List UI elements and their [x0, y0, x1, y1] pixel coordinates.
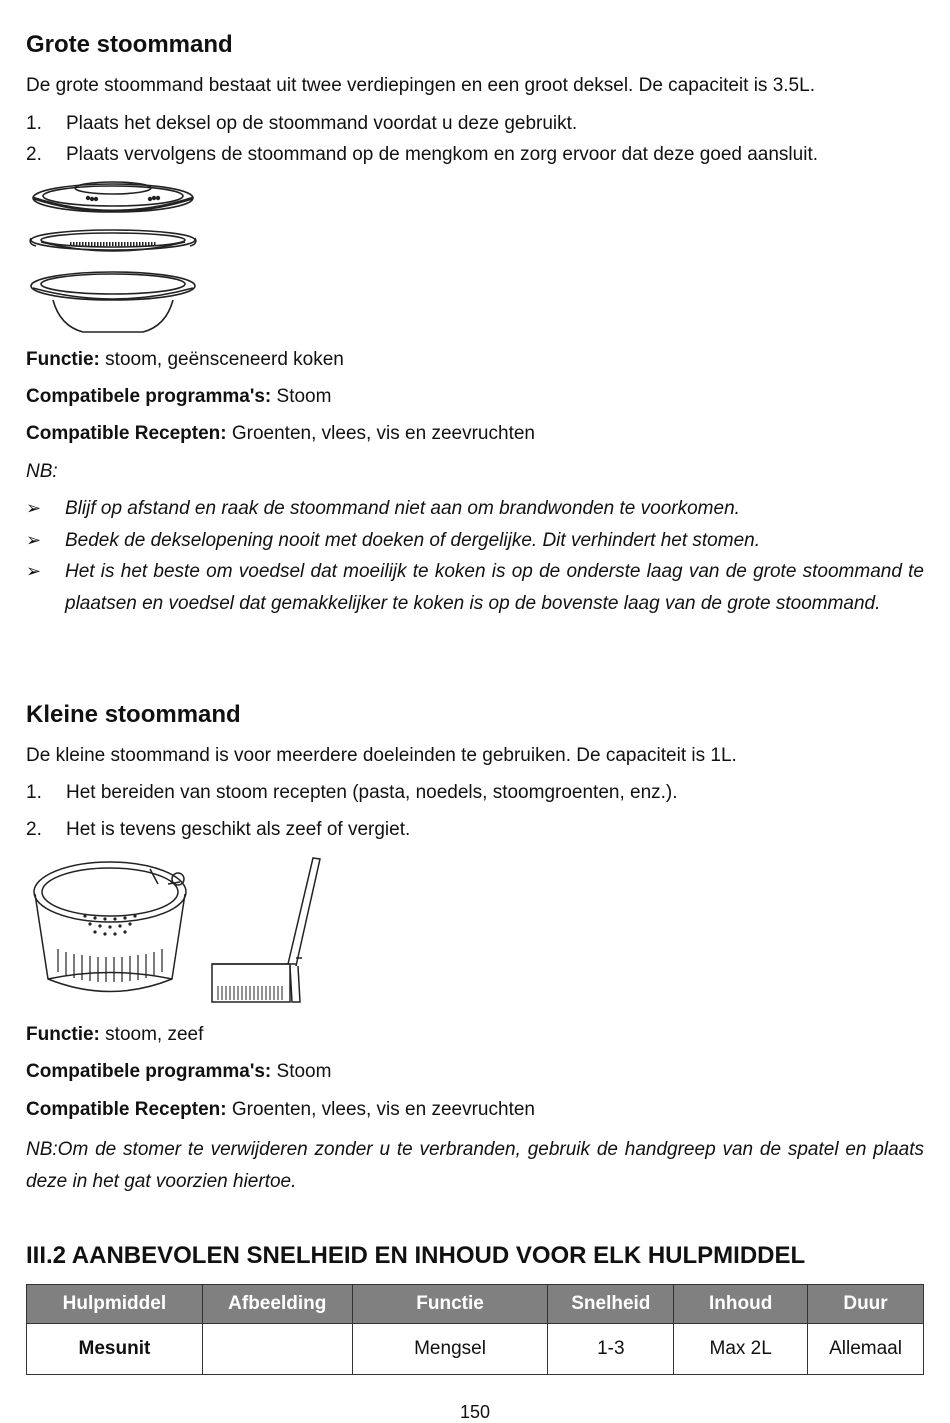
functie-line-2: Functie: stoom, zeef: [26, 1024, 204, 1045]
nb-label-1: NB:: [26, 461, 58, 482]
table-cell: Mesunit: [27, 1324, 203, 1375]
arrow-bullet-icon: ➢: [26, 498, 42, 518]
page-number: 150: [459, 1402, 491, 1422]
section-title-table: III.2 AANBEVOLEN SNELHEID EN INHOUD VOOR ELK HULPMIDDEL: [26, 1242, 806, 1269]
small-steamer-illustration: [30, 854, 330, 1009]
note-item: ➢ Blijf op afstand en raak de stoommand niet aan om brandwonden te voorkomen.: [26, 493, 924, 525]
table-header-cell: Duur: [808, 1285, 924, 1324]
table-header-cell: Snelheid: [548, 1285, 674, 1324]
table-header-cell: Hulpmiddel: [27, 1285, 203, 1324]
note-item: ➢ Bedek de dekselopening nooit met doeken of dergelijke. Dit verhindert het stomen.: [26, 525, 924, 557]
table-cell: [202, 1324, 352, 1375]
table-cell: Max 2L: [674, 1324, 808, 1375]
table-header-cell: Afbeelding: [202, 1285, 352, 1324]
arrow-bullet-icon: ➢: [26, 529, 42, 550]
table-row: [27, 1324, 924, 1375]
arrow-bullet-icon: ➢: [26, 561, 42, 581]
table-cell: Allemaal: [808, 1324, 924, 1375]
section-title-kleine-stoommand: Kleine stoommand: [26, 701, 241, 728]
functie-line-1: Functie: stoom, geënsceneerd koken: [26, 349, 344, 370]
recepten-line-1: Compatible Recepten: Groenten, vlees, vis en zeevruchten: [26, 423, 535, 444]
table-header-cell: Functie: [352, 1285, 548, 1324]
section-title-grote-stoommand: Grote stoommand: [26, 31, 233, 58]
step-1: 1. Het bereiden van stoom recepten (pasta, noedels, stoomgroenten, enz.).: [26, 782, 678, 803]
step-1: 1. Plaats het deksel op de stoommand voordat u deze gebruikt.: [26, 113, 578, 134]
nb-note-2: NB:Om de stomer te verwijderen zonder u te verbranden, gebruik de handgreep van de spatel en plaats deze in het gat voorzien hiertoe.: [26, 1139, 924, 1192]
table-header-cell: Inhoud: [674, 1285, 808, 1324]
intro-grote-stoommand: De grote stoommand bestaat uit twee verdiepingen en een groot deksel. De capaciteit is 3.5L.: [26, 75, 815, 96]
note-item: ➢ Het is het beste om voedsel dat moeilijk te koken is op de onderste laag van de grote stoommand te plaatsen en voedsel dat gemakkelijker te koken is op de bovenste laag van de grote stoommand.: [26, 556, 924, 619]
step-2: 2. Het is tevens geschikt als zeef of vergiet.: [26, 819, 411, 840]
notes-list: [26, 493, 924, 619]
programmas-line-1: Compatibele programma's: Stoom: [26, 386, 332, 407]
table-cell: 1-3: [548, 1324, 674, 1375]
table-cell: Mengsel: [352, 1324, 548, 1375]
large-steamer-illustration: [28, 178, 208, 338]
table-header-row: [27, 1285, 924, 1324]
step-2: 2. Plaats vervolgens de stoommand op de mengkom en zorg ervoor dat deze goed aansluit.: [26, 144, 819, 165]
intro-kleine-stoommand: De kleine stoommand is voor meerdere doeleinden te gebruiken. De capaciteit is 1L.: [26, 745, 737, 766]
speed-table: [26, 1284, 924, 1375]
programmas-line-2: Compatibele programma's: Stoom: [26, 1061, 332, 1082]
recepten-line-2: Compatible Recepten: Groenten, vlees, vis en zeevruchten: [26, 1099, 535, 1120]
